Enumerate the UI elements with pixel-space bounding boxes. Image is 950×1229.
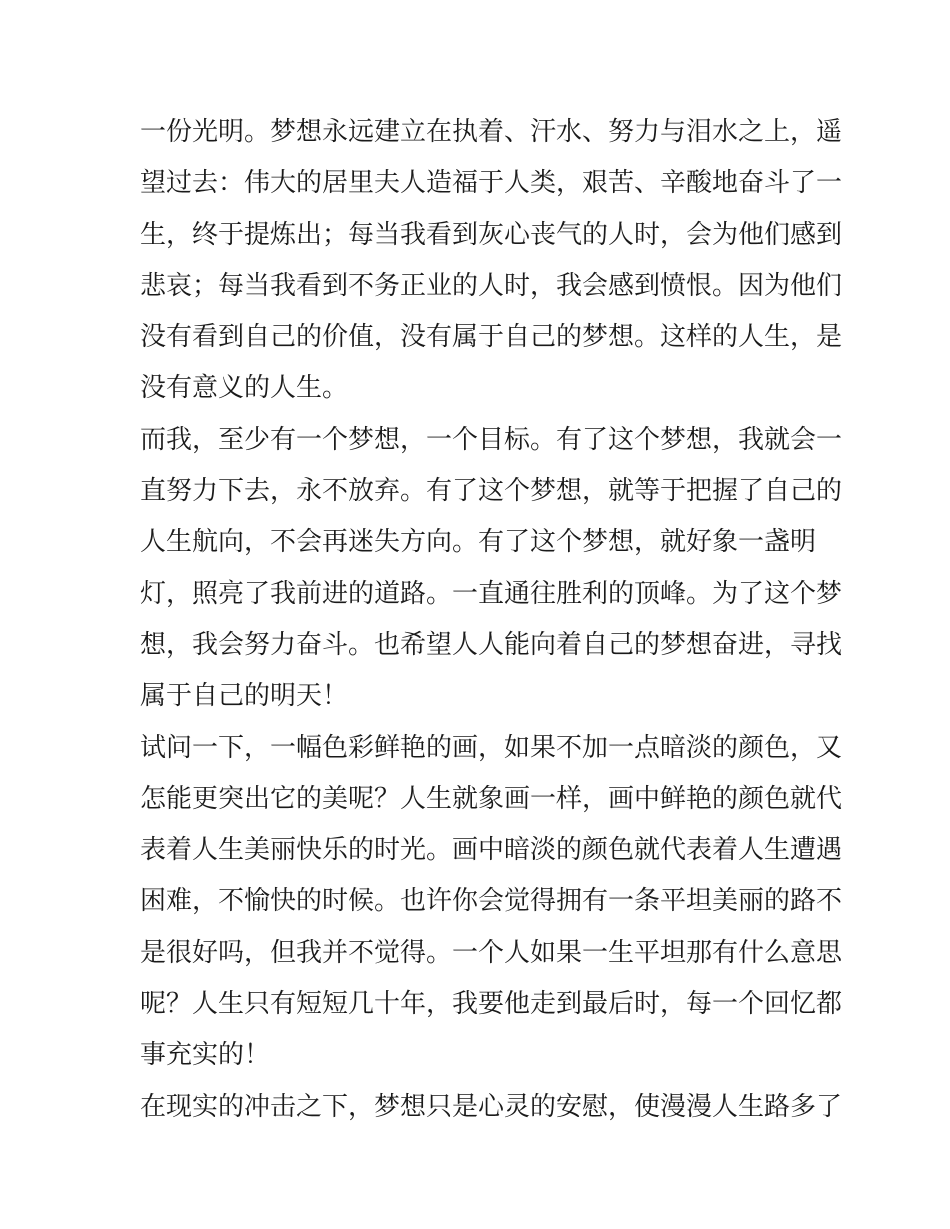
text-line: 灯，照亮了我前进的道路。一直通往胜利的顶峰。为了这个梦	[140, 578, 843, 609]
text-line: 人生航向，不会再迷失方向。有了这个梦想，就好象一盏明	[140, 527, 817, 558]
text-line: 属于自己的明天！	[140, 681, 349, 712]
text-line: 事充实的！	[140, 1040, 271, 1071]
text-line: 试问一下，一幅色彩鲜艳的画，如果不加一点暗淡的颜色，又	[140, 732, 843, 763]
text-line: 想，我会努力奋斗。也希望人人能向着自己的梦想奋进，寻找	[140, 629, 843, 660]
text-line: 生，终于提炼出；每当我看到灰心丧气的人时，会为他们感到	[140, 219, 843, 250]
text-line: 望过去：伟大的居里夫人造福于人类，艰苦、辛酸地奋斗了一	[140, 168, 843, 199]
text-line: 表着人生美丽快乐的时光。画中暗淡的颜色就代表着人生遭遇	[140, 835, 843, 866]
text-line: 呢？人生只有短短几十年，我要他走到最后时，每一个回忆都	[140, 989, 843, 1020]
text-line: 一份光明。梦想永远建立在执着、汗水、努力与泪水之上，遥	[140, 117, 843, 147]
text-line: 没有意义的人生。	[140, 373, 349, 404]
text-line: 而我，至少有一个梦想，一个目标。有了这个梦想，我就会一	[140, 424, 843, 455]
body-text	[140, 107, 843, 1133]
text-line: 怎能更突出它的美呢？人生就象画一样，画中鲜艳的颜色就代	[140, 783, 843, 814]
text-line: 直努力下去，永不放弃。有了这个梦想，就等于把握了自己的	[140, 476, 843, 507]
text-line: 在现实的冲击之下，梦想只是心灵的安慰，使漫漫人生路多了	[140, 1091, 843, 1122]
text-line: 困难，不愉快的时候。也许你会觉得拥有一条平坦美丽的路不	[140, 886, 843, 917]
text-line: 没有看到自己的价值，没有属于自己的梦想。这样的人生，是	[140, 322, 843, 353]
text-line: 是很好吗，但我并不觉得。一个人如果一生平坦那有什么意思	[140, 937, 843, 968]
text-line: 悲哀；每当我看到不务正业的人时，我会感到愤恨。因为他们	[140, 270, 843, 301]
